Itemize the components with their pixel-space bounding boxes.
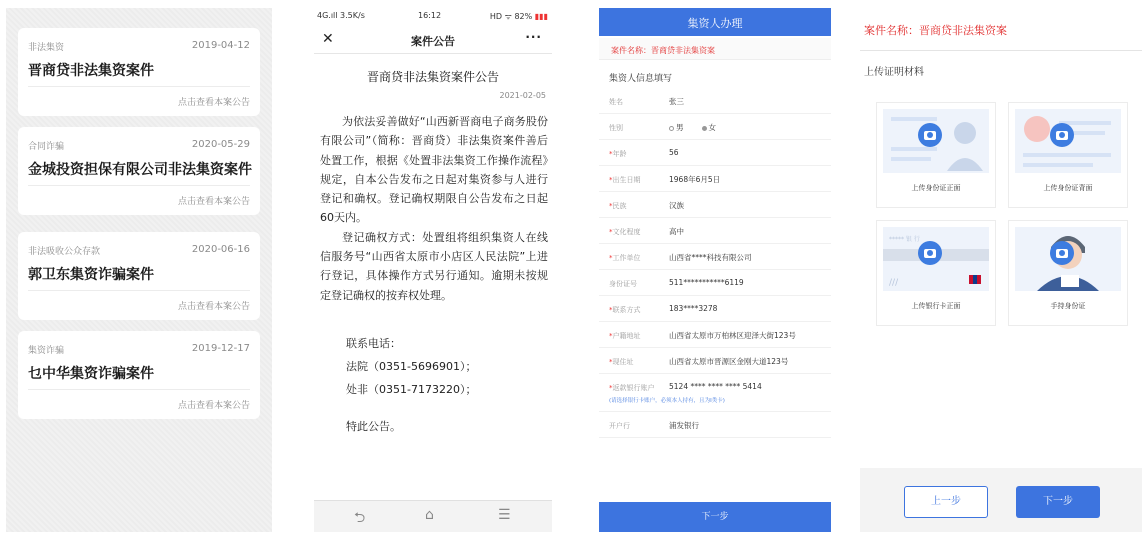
field-value[interactable]: 1968年6月5日 [669,175,721,184]
camera-icon [1050,123,1074,147]
notice-paragraph: 登记确权方式：处置组将组织集资人在线信服务号“山西省太原市小店区人民法院”上进行登记，具体操作方式另行通知。逾期未按规定登记确权的按弃权处理。 [320,230,548,302]
form-row [599,88,831,114]
form-row [599,192,831,218]
field-label: *年龄 [609,150,627,158]
upload-bank-card[interactable] [876,220,996,326]
divider [860,50,1142,51]
camera-icon [918,241,942,265]
form-row [599,166,831,192]
field-label: *现住址 [609,358,634,366]
upload-caption: 手持身份证 [1050,302,1086,310]
case-category: 集资诈骗 [28,346,65,356]
next-step-button[interactable]: 下一步 [599,502,831,532]
notice-paragraph: 为依法妥善做好“山西新晋商电子商务股份有限公司”（简称：晋商贷）非法集资案件善后处置工作，根据《处置非法集资工作操作流程》规定，自本公告发布之日起对集资参与人进行登记和确权。登记确权期限自公告发布之日起60天内。 [320,115,548,225]
form-panel [599,8,831,532]
view-notice-link[interactable]: 点击查看本案公告 [177,401,250,411]
prev-step-button[interactable]: 上一步 [904,486,988,518]
case-card[interactable] [18,127,260,215]
upload-case-name: 案件名称：晋商贷非法集资案 [864,24,1007,37]
status-time: 16:12 [418,11,442,20]
camera-icon [918,123,942,147]
field-value[interactable]: 张三 [669,97,684,106]
upload-caption: 上传身份证正面 [911,184,961,192]
field-label: *返款银行账户 [609,384,655,392]
upload-id-back-card[interactable] [1008,102,1128,208]
status-bar [314,8,552,24]
case-date: 2020-05-29 [191,139,250,150]
field-label: 身份证号 [609,280,637,288]
field-label: *民族 [609,202,627,210]
field-label: *联系方式 [609,306,641,314]
radio-female[interactable]: 女 [702,123,717,132]
field-value[interactable]: 56 [669,148,679,157]
field-value[interactable]: 511***********6119 [669,278,744,287]
view-notice-link[interactable]: 点击查看本案公告 [177,98,250,108]
case-card[interactable] [18,331,260,419]
form-row [599,114,831,140]
form-row [599,270,831,296]
more-icon[interactable]: ··· [525,30,542,44]
case-date: 2019-12-17 [191,343,250,354]
form-header-title: 集资人办理 [687,17,743,30]
form-section-title: 集资人信息填写 [609,74,673,84]
notice-closing: 特此公告。 [346,420,401,433]
case-title: 郭卫东集资诈骗案件 [28,267,154,283]
status-signal: 4G.ıll 3.5K/s [317,11,365,20]
case-category: 合同诈骗 [28,142,65,152]
form-row [599,322,831,348]
field-label: 开户行 [609,422,630,430]
back-icon[interactable]: ⮌ [354,510,366,526]
case-title: 金城投资担保有限公司非法集资案件 [28,162,252,178]
case-category: 非法吸收公众存款 [28,247,101,257]
form-row [599,244,831,270]
divider [28,290,250,291]
notice-title: 晋商贷非法集资案件公告 [366,70,499,84]
case-title: 乜中华集资诈骗案件 [28,366,154,382]
form-row [599,348,831,374]
upload-footer [860,468,1142,532]
form-row [599,218,831,244]
divider [28,86,250,87]
field-value[interactable]: 山西省太原市万柏林区迎泽大街123号 [669,331,796,340]
case-card[interactable] [18,28,260,116]
case-category: 非法集资 [28,43,65,53]
close-icon[interactable]: ✕ [322,31,334,47]
field-value[interactable]: 浦发银行 [669,421,699,430]
case-card[interactable] [18,232,260,320]
field-label: *工作单位 [609,254,641,262]
notice-panel [314,8,552,532]
field-value[interactable]: 山西省****科技有限公司 [669,253,752,262]
notice-date: 2021-02-05 [499,91,546,100]
battery-icon: ▮▮▮ [534,12,548,21]
contact-office: 处非（0351-7173220）； [346,383,477,396]
upload-id-front-card[interactable] [876,102,996,208]
upload-handheld-id-card[interactable] [1008,220,1128,326]
form-row [599,296,831,322]
next-step-button[interactable]: 下一步 [1016,486,1100,518]
home-icon[interactable]: ⌂ [425,507,434,523]
form-row [599,412,831,438]
field-label: 性别 [609,124,623,132]
field-value[interactable]: 汉族 [669,201,684,210]
case-title: 晋商贷非法集资案件 [28,63,154,79]
case-date: 2020-06-16 [191,244,250,255]
view-notice-link[interactable]: 点击查看本案公告 [177,302,250,312]
divider [28,185,250,186]
radio-male[interactable]: 男 [669,123,684,132]
form-header [599,8,831,36]
menu-icon[interactable]: ☰ [498,507,511,523]
svg-text:///: /// [889,278,899,288]
svg-text:***** 银 行: ***** 银 行 [889,236,920,243]
case-list-panel [6,8,272,532]
field-value[interactable]: 5124 **** **** **** 5414 [669,382,762,391]
upload-caption: 上传身份证背面 [1043,184,1093,192]
gender-radio-group[interactable] [669,122,716,133]
field-hint: (请选择银行卡账户，必须本人持有，且为I类卡) [609,398,725,404]
status-battery-text: HD ᯤ 82% ▮▮▮ [489,12,548,21]
notice-nav-title: 案件公告 [411,35,455,48]
upload-caption: 上传银行卡正面 [911,302,961,310]
notice-body [320,112,548,305]
field-label: 姓名 [609,98,623,106]
upload-section-title: 上传证明材料 [864,67,924,78]
upload-panel [860,8,1142,532]
field-label: *户籍地址 [609,332,641,340]
form-row [599,140,831,166]
field-value[interactable]: 183****3278 [669,304,718,313]
field-value[interactable]: 高中 [669,227,684,236]
contact-court: 法院（0351-5696901）； [346,360,477,373]
contact-label: 联系电话： [346,337,401,350]
field-label: *文化程度 [609,228,641,236]
field-label: *出生日期 [609,176,641,184]
form-row [599,374,831,412]
field-value[interactable]: 山西省太原市晋源区金刚大道123号 [669,357,789,366]
divider [28,389,250,390]
view-notice-link[interactable]: 点击查看本案公告 [177,197,250,207]
android-nav-bar [314,500,552,532]
notice-nav-bar [314,26,552,54]
case-date: 2019-04-12 [191,40,250,51]
form-case-name: 案件名称：晋商贷非法集资案 [611,46,715,55]
camera-icon [1050,241,1074,265]
